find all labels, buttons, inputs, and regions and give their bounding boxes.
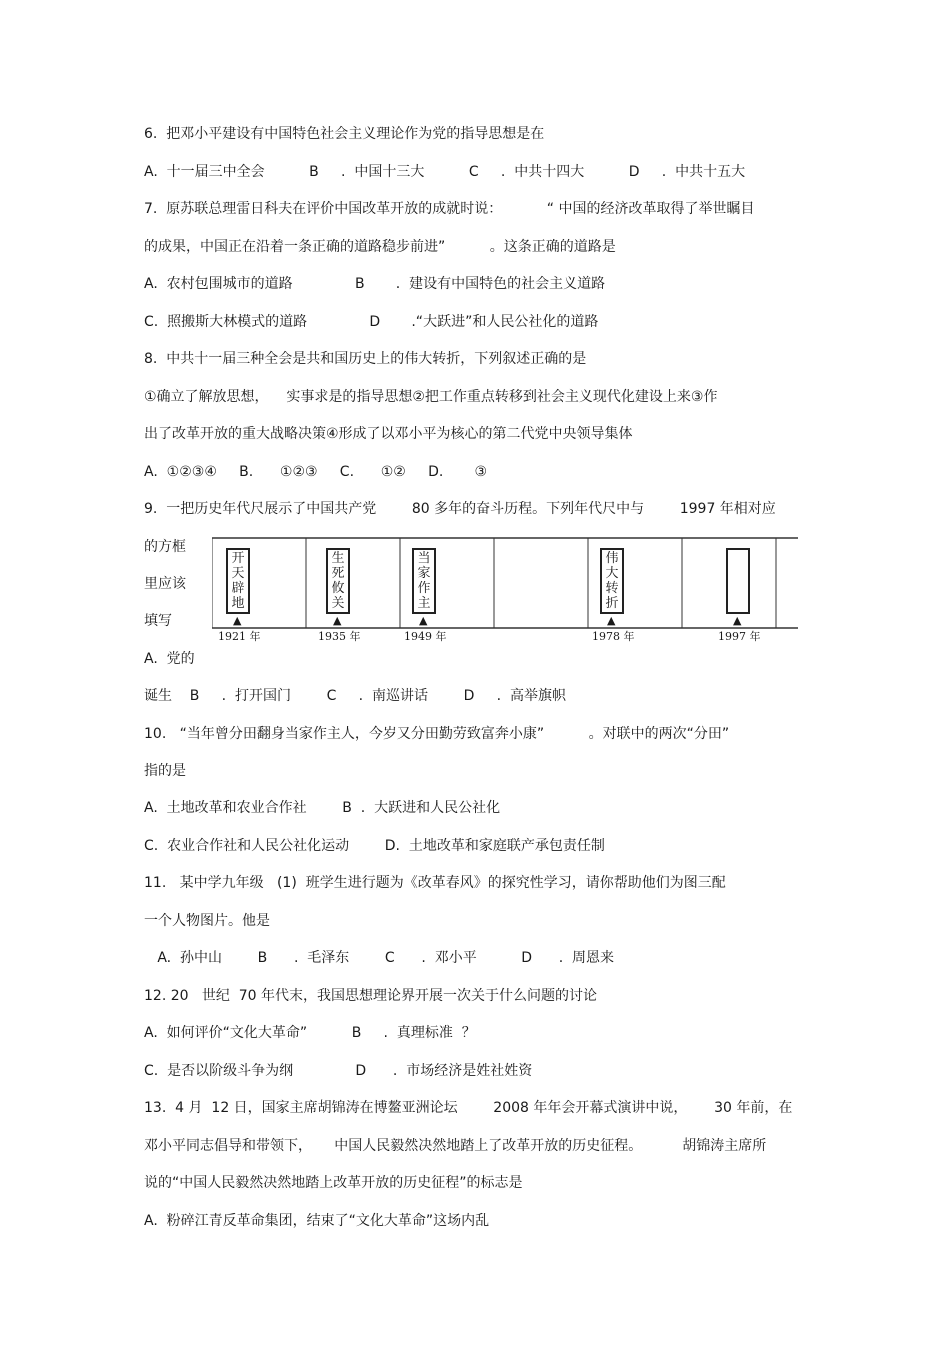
text-line: A. 如何评价“文化大革命” B . 真理标准 ？ xyxy=(144,1025,476,1041)
timeline-event-char: 辟 xyxy=(231,581,245,596)
timeline-arrow-icon: ▲ xyxy=(419,614,428,627)
text-line: 9. 一把历史年代尺展示了中国共产党 80 多年的奋斗历程。下列年代尺中与 1997 年相对应 xyxy=(144,501,776,517)
timeline-event-char: 家 xyxy=(417,566,431,581)
timeline-year-label: 1997 年 xyxy=(718,630,761,643)
text-line: A. 农村包围城市的道路 B . 建设有中国特色的社会主义道路 xyxy=(144,276,606,292)
text-line: ①确立了解放思想， 实事求是的指导思想②把工作重点转移到社会主义现代化建设上来③作 xyxy=(144,389,718,405)
timeline-year-label: 1921 年 xyxy=(218,630,261,643)
timeline-event-char: 作 xyxy=(417,581,431,596)
timeline-event-char: 关 xyxy=(331,596,345,611)
text-line: A. 党的 xyxy=(144,651,195,667)
timeline-arrow-icon: ▲ xyxy=(733,614,742,627)
timeline-arrow-icon: ▲ xyxy=(233,614,242,627)
text-line: A. 孙中山 B . 毛泽东 C . 邓小平 D . 周恩来 xyxy=(144,950,615,966)
text-line: 说的“中国人民毅然决然地踏上改革开放的历史征程”的标志是 xyxy=(144,1175,523,1191)
text-line: 的成果，中国正在沿着一条正确的道路稳步前进” 。这条正确的道路是 xyxy=(144,239,616,255)
history-timeline xyxy=(212,532,802,650)
timeline-event-char: 大 xyxy=(605,566,619,581)
timeline-event-char: 转 xyxy=(605,581,619,596)
timeline-event-char: 伟 xyxy=(605,551,619,566)
text-line: 11. 某中学九年级 (1) 班学生进行题为《改革春风》的探究性学习，请你帮助他们为图三配 xyxy=(144,875,726,891)
text-line: A. 十一届三中全会 B . 中国十三大 C . 中共十四大 D . 中共十五大 xyxy=(144,164,746,180)
text-line: C. 农业合作社和人民公社化运动 D. 土地改革和家庭联产承包责任制 xyxy=(144,838,605,854)
timeline-event-char: 地 xyxy=(231,596,245,611)
text-line: 里应该 xyxy=(144,576,186,592)
timeline-event-char: 当 xyxy=(417,551,431,566)
text-line: 诞生 B . 打开国门 C . 南巡讲话 D . 高举旗帜 xyxy=(144,688,566,704)
timeline-event-char: 攸 xyxy=(331,581,345,596)
timeline-blank-box xyxy=(726,548,750,614)
timeline-event-char: 开 xyxy=(231,551,245,566)
text-line: A. 粉碎江青反革命集团，结束了“文化大革命”这场内乱 xyxy=(144,1213,490,1229)
timeline-year-label: 1949 年 xyxy=(404,630,447,643)
timeline-event-char: 折 xyxy=(605,596,619,611)
timeline-event-char: 生 xyxy=(331,551,345,566)
text-line: 6. 把邓小平建设有中国特色社会主义理论作为党的指导思想是在 xyxy=(144,126,545,142)
text-line: 13. 4 月 12 日，国家主席胡锦涛在博鳌亚洲论坛 2008 年年会开幕式演讲中说， 30 年前，在 xyxy=(144,1100,793,1116)
timeline-ruler xyxy=(212,532,802,650)
text-line: A. 土地改革和农业合作社 B . 大跃进和人民公社化 xyxy=(144,800,501,816)
text-line: 12. 20 世纪 70 年代末，我国思想理论界开展一次关于什么问题的讨论 xyxy=(144,988,598,1004)
text-line: 出了改革开放的重大战略决策④形成了以邓小平为核心的第二代党中央领导集体 xyxy=(144,426,633,442)
timeline-arrow-icon: ▲ xyxy=(607,614,616,627)
timeline-year-label: 1978 年 xyxy=(592,630,635,643)
timeline-event-char: 天 xyxy=(231,566,245,581)
text-line: 7. 原苏联总理雷日科夫在评价中国改革开放的成就时说： “ 中国的经济改革取得了举世瞩目 xyxy=(144,201,755,217)
text-line: C. 是否以阶级斗争为纲 D . 市场经济是姓社姓资 xyxy=(144,1063,533,1079)
timeline-event-box xyxy=(326,548,350,614)
text-line: 的方框 xyxy=(144,539,186,555)
text-line: C. 照搬斯大林模式的道路 D .“大跃进”和人民公社化的道路 xyxy=(144,314,599,330)
text-line: 填写 xyxy=(144,613,172,629)
text-line: 邓小平同志倡导和带领下， 中国人民毅然决然地踏上了改革开放的历史征程。 胡锦涛主席所 xyxy=(144,1138,767,1154)
timeline-event-char: 主 xyxy=(417,596,431,611)
text-line: A. ①②③④ B. ①②③ C. ①② D. ③ xyxy=(144,464,488,480)
timeline-arrow-icon: ▲ xyxy=(333,614,342,627)
timeline-event-box xyxy=(226,548,250,614)
timeline-year-label: 1935 年 xyxy=(318,630,361,643)
timeline-event-box xyxy=(600,548,624,614)
timeline-event-char: 死 xyxy=(331,566,345,581)
text-line: 8. 中共十一届三种全会是共和国历史上的伟大转折，下列叙述正确的是 xyxy=(144,351,587,367)
text-line: 10. “当年曾分田翻身当家作主人，今岁又分田勤劳致富奔小康” 。对联中的两次“分田” xyxy=(144,726,730,742)
text-line: 指的是 xyxy=(144,763,186,779)
timeline-event-box xyxy=(412,548,436,614)
text-line: 一个人物图片。他是 xyxy=(144,913,270,929)
